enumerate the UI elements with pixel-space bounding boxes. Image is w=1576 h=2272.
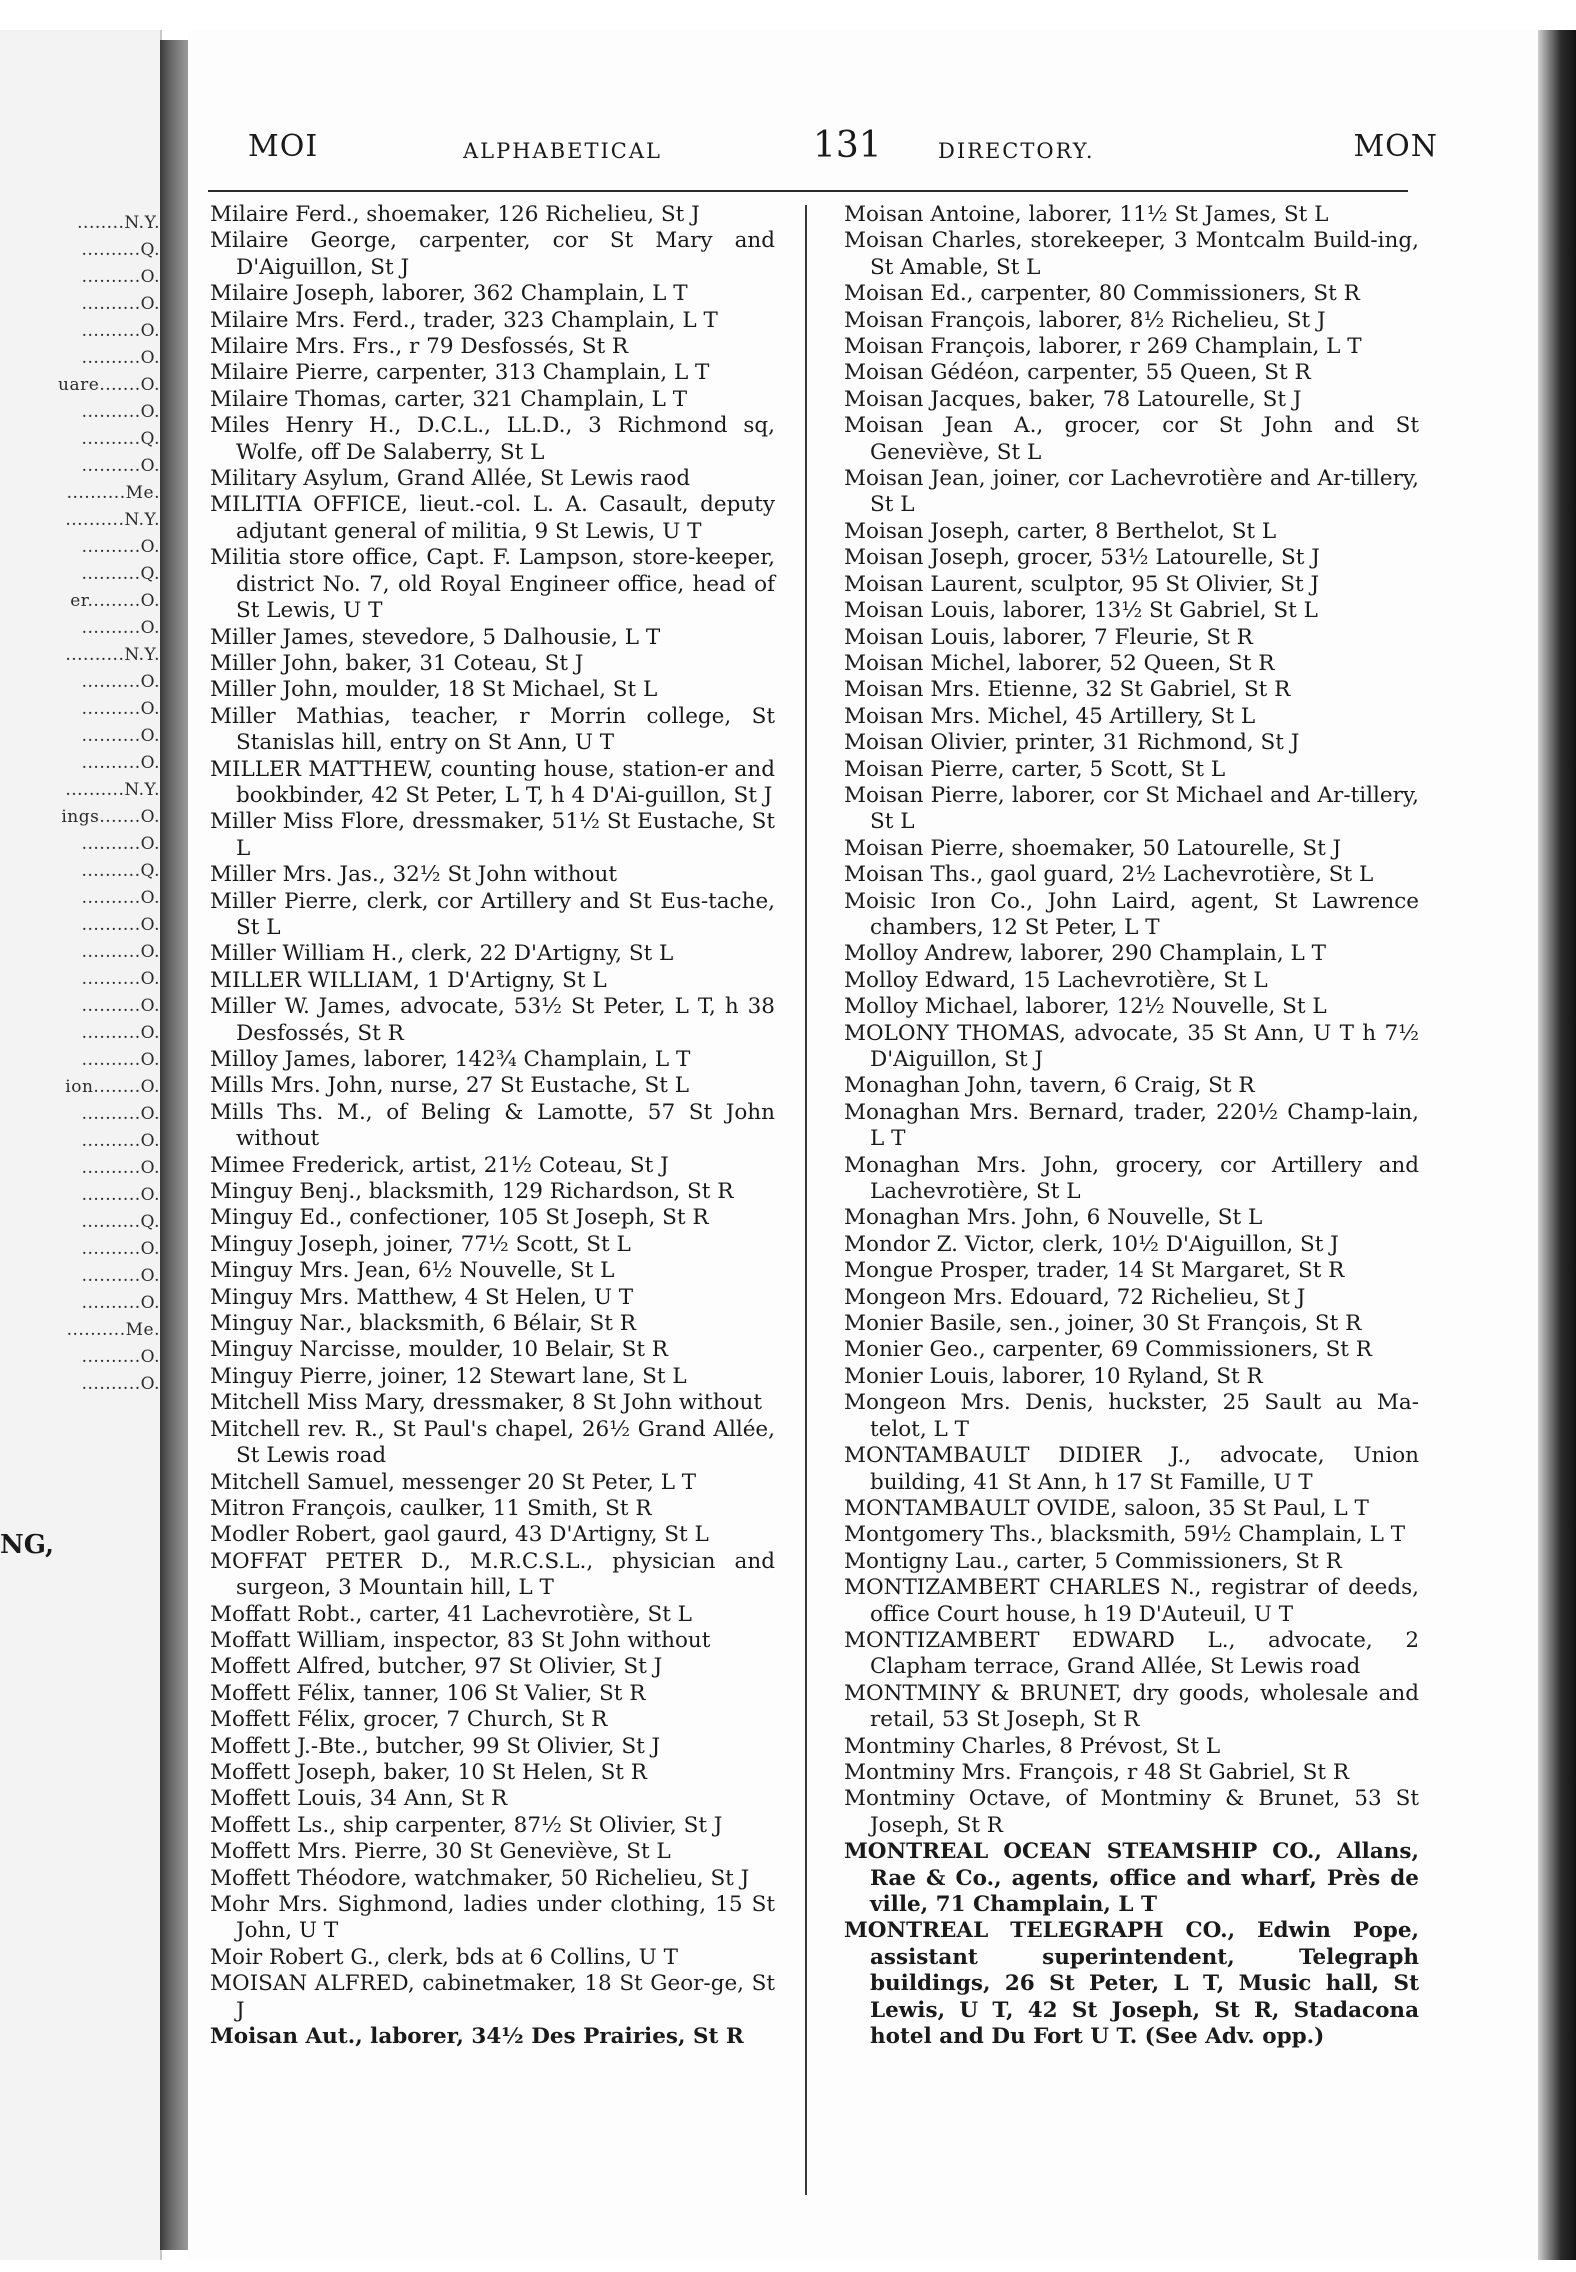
directory-entry: MONTREAL TELEGRAPH CO., Edwin Pope, assistant superintendent, Telegraph buildings, 26 St Peter, L T, Music hall, St Lewis, U T, 42 St Joseph, St R, Stadacona hotel and Du Fort U T. (See Adv. opp.): [844, 1918, 1419, 2050]
directory-entry: Moisan Pierre, laborer, cor St Michael and Ar-tillery, St L: [844, 782, 1419, 835]
directory-entry: Moisan Pierre, shoemaker, 50 Latourelle, St J: [844, 835, 1342, 861]
directory-entry: Moisan Pierre, carter, 5 Scott, St L: [844, 756, 1226, 782]
directory-entry: Milaire Joseph, laborer, 362 Champlain, L T: [210, 281, 688, 307]
previous-page-strip: [0, 30, 162, 2260]
header-left-key: MOI: [248, 129, 319, 164]
dot-leader-line: ..........O.: [81, 699, 160, 719]
directory-entry: Mills Ths. M., of Beling & Lamotte, 57 St John without: [210, 1099, 775, 1152]
directory-entry: Moffett Louis, 34 Ann, St R: [210, 1786, 508, 1812]
directory-page: [188, 30, 1538, 2260]
dot-leader-line: ..........O.: [81, 942, 160, 962]
directory-entry: MONTAMBAULT DIDIER J., advocate, Union building, 41 St Ann, h 17 St Famille, U T: [844, 1443, 1419, 1495]
dot-leader-line: ion........O.: [65, 1077, 160, 1097]
directory-entry: MONTIZAMBERT CHARLES N., registrar of deeds, office Court house, h 19 D'Auteuil, U T: [844, 1575, 1419, 1627]
directory-entry: Milaire Mrs. Ferd., trader, 323 Champlain, L T: [210, 307, 718, 333]
directory-entry: Moisan Louis, laborer, 13½ St Gabriel, St L: [844, 598, 1318, 624]
dot-leader-line: ..........O.: [81, 294, 160, 314]
directory-entry: Moffett Félix, tanner, 106 St Valier, St R: [210, 1680, 646, 1706]
dot-leader-line: ..........Q.: [81, 564, 160, 584]
directory-entry: MOFFAT PETER D., M.R.C.S.L., physician and surgeon, 3 Mountain hill, L T: [210, 1548, 775, 1601]
dot-leader-line: ..........N.Y.: [65, 780, 160, 800]
directory-entry: Monaghan Mrs. John, grocery, cor Artillery and Lachevrotière, St L: [844, 1152, 1419, 1205]
directory-entry: Minguy Pierre, joiner, 12 Stewart lane, St L: [210, 1363, 687, 1389]
dot-leader-line: ..........N.Y.: [65, 645, 160, 665]
dot-leader-line: ..........Q.: [81, 429, 160, 449]
directory-entry: Moisan Aut., laborer, 34½ Des Prairies, St R: [210, 2024, 744, 2050]
dot-leader-line: ..........O.: [81, 1293, 160, 1313]
dot-leader-line: ..........O.: [81, 1239, 160, 1259]
directory-entry: MONTMINY & BRUNET, dry goods, wholesale and retail, 53 St Joseph, St R: [844, 1680, 1419, 1733]
directory-entry: Moisan Ed., carpenter, 80 Commissioners, St R: [844, 281, 1360, 307]
directory-entry: Mitchell Samuel, messenger 20 St Peter, L T: [210, 1469, 697, 1495]
directory-entry: Minguy Mrs. Jean, 6½ Nouvelle, St L: [210, 1258, 615, 1284]
previous-page-dot-leaders: [0, 210, 160, 1398]
dot-leader-line: ..........Q.: [81, 1212, 160, 1232]
directory-entry: Molloy Edward, 15 Lachevrotière, St L: [844, 967, 1268, 993]
dot-leader-line: ..........O.: [81, 996, 160, 1016]
previous-page-trailing-text: NG,: [0, 1530, 55, 1560]
dot-leader-line: ..........O.: [81, 1374, 160, 1394]
header-title-right: DIRECTORY.: [938, 139, 1095, 163]
directory-entry: Milaire Thomas, carter, 321 Champlain, L T: [210, 386, 688, 412]
directory-entry: Moisan Ths., gaol guard, 2½ Lachevrotière, St L: [844, 862, 1374, 888]
directory-entry: Moffett Félix, grocer, 7 Church, St R: [210, 1707, 608, 1733]
directory-entry: Moir Robert G., clerk, bds at 6 Collins, U T: [210, 1944, 678, 1970]
left-column: [210, 202, 775, 2050]
directory-entry: Moisan Gédéon, carpenter, 55 Queen, St R: [844, 360, 1311, 386]
directory-entry: Minguy Mrs. Matthew, 4 St Helen, U T: [210, 1284, 634, 1310]
directory-entry: Miller Pierre, clerk, cor Artillery and St Eus-tache, St L: [210, 888, 775, 940]
directory-entry: Miller Mrs. Jas., 32½ St John without: [210, 862, 617, 888]
dot-leader-line: ........N.Y.: [77, 213, 160, 233]
directory-entry: Moisan Joseph, carter, 8 Berthelot, St L: [844, 518, 1277, 544]
dot-leader-line: ings.......O.: [61, 807, 160, 827]
directory-entry: Moffett J.-Bte., butcher, 99 St Olivier, St J: [210, 1733, 661, 1759]
directory-entry: Moisan Michel, laborer, 52 Queen, St R: [844, 650, 1275, 676]
directory-entry: Mills Mrs. John, nurse, 27 St Eustache, St L: [210, 1073, 690, 1099]
page-header: [248, 125, 1438, 185]
dot-leader-line: ..........O.: [81, 915, 160, 935]
directory-entry: MOLONY THOMAS, advocate, 35 St Ann, U T h 7½ D'Aiguillon, St J: [844, 1020, 1419, 1072]
directory-entry: Moisic Iron Co., John Laird, agent, St Lawrence chambers, 12 St Peter, L T: [844, 888, 1419, 940]
directory-entry: Monier Basile, sen., joiner, 30 St François, St R: [844, 1311, 1362, 1337]
directory-entry: Miller James, stevedore, 5 Dalhousie, L T: [210, 624, 661, 650]
directory-entry: MOISAN ALFRED, cabinetmaker, 18 St Geor-ge, St J: [210, 1971, 775, 2023]
dot-leader-line: ..........O.: [81, 1023, 160, 1043]
directory-entry: Moisan Jacques, baker, 78 Latourelle, St J: [844, 386, 1302, 412]
directory-entry: Montminy Octave, of Montminy & Brunet, 53 St Joseph, St R: [844, 1786, 1419, 1838]
header-title-left: ALPHABETICAL: [463, 139, 662, 163]
directory-entry: Monier Louis, laborer, 10 Ryland, St R: [844, 1363, 1263, 1389]
directory-entry: Mondor Z. Victor, clerk, 10½ D'Aiguillon, St J: [844, 1231, 1339, 1257]
dot-leader-line: ..........O.: [81, 456, 160, 476]
directory-entry: Moisan François, laborer, 8½ Richelieu, St J: [844, 307, 1326, 333]
dot-leader-line: ..........O.: [81, 1050, 160, 1070]
directory-entry: Moisan Jean A., grocer, cor St John and St Geneviève, St L: [844, 413, 1419, 465]
directory-entry: Mongue Prosper, trader, 14 St Margaret, St R: [844, 1258, 1345, 1284]
directory-entry: MILITIA OFFICE, lieut.-col. L. A. Casault, deputy adjutant general of militia, 9 St Lewis, U T: [210, 492, 775, 544]
directory-entry: Monaghan John, tavern, 6 Craig, St R: [844, 1073, 1255, 1099]
directory-entry: Mohr Mrs. Sighmond, ladies under clothing, 15 St John, U T: [210, 1892, 775, 1944]
directory-entry: Monier Geo., carpenter, 69 Commissioners, St R: [844, 1337, 1372, 1363]
directory-entry: MONTREAL OCEAN STEAMSHIP CO., Allans, Rae & Co., agents, office and wharf, Près de ville, 71 Champlain, L T: [844, 1839, 1419, 1917]
dot-leader-line: ..........O.: [81, 888, 160, 908]
directory-entry: Miller John, moulder, 18 St Michael, St L: [210, 677, 658, 703]
directory-entry: Moffett Alfred, butcher, 97 St Olivier, St J: [210, 1654, 663, 1680]
directory-entry: Moisan Mrs. Michel, 45 Artillery, St L: [844, 703, 1256, 729]
directory-entry: MILLER WILLIAM, 1 D'Artigny, St L: [210, 967, 607, 993]
dot-leader-line: ..........O.: [81, 1185, 160, 1205]
dot-leader-line: ..........O.: [81, 1158, 160, 1178]
directory-entry: MONTAMBAULT OVIDE, saloon, 35 St Paul, L T: [844, 1495, 1369, 1521]
directory-entry: Minguy Joseph, joiner, 77½ Scott, St L: [210, 1231, 631, 1257]
dot-leader-line: ..........O.: [81, 402, 160, 422]
dot-leader-line: ..........O.: [81, 1347, 160, 1367]
dot-leader-line: ..........O.: [81, 726, 160, 746]
directory-entry: Miller W. James, advocate, 53½ St Peter, L T, h 38 Desfossés, St R: [210, 994, 775, 1046]
directory-entry: Mitchell rev. R., St Paul's chapel, 26½ Grand Allée, St Lewis road: [210, 1416, 775, 1469]
directory-entry: Moisan Laurent, sculptor, 95 St Olivier, St J: [844, 571, 1320, 597]
page-number: 131: [813, 125, 882, 166]
directory-entry: Montminy Charles, 8 Prévost, St L: [844, 1733, 1221, 1759]
directory-entry: Moisan Mrs. Etienne, 32 St Gabriel, St R: [844, 677, 1291, 703]
directory-entry: Miller William H., clerk, 22 D'Artigny, St L: [210, 941, 674, 967]
directory-entry: Miller Miss Flore, dressmaker, 51½ St Eustache, St L: [210, 809, 775, 861]
directory-entry: Miles Henry H., D.C.L., LL.D., 3 Richmond sq, Wolfe, off De Salaberry, St L: [210, 413, 775, 465]
dot-leader-line: ..........O.: [81, 348, 160, 368]
page-edge-shadow: [1538, 30, 1576, 2260]
directory-entry: Moffett Théodore, watchmaker, 50 Richelieu, St J: [210, 1865, 750, 1891]
dot-leader-line: er.........O.: [70, 591, 160, 611]
right-column: [844, 202, 1419, 2050]
directory-entry: Moisan Olivier, printer, 31 Richmond, St J: [844, 730, 1300, 756]
directory-entry: MONTIZAMBERT EDWARD L., advocate, 2 Clapham terrace, Grand Allée, St Lewis road: [844, 1627, 1419, 1680]
directory-entry: Mongeon Mrs. Denis, huckster, 25 Sault au Ma-telot, L T: [844, 1390, 1419, 1442]
directory-entry: Moisan Joseph, grocer, 53½ Latourelle, St J: [844, 545, 1320, 571]
directory-entry: Mitron François, caulker, 11 Smith, St R: [210, 1495, 652, 1521]
dot-leader-line: ..........Me.: [66, 1320, 160, 1340]
dot-leader-line: ..........O.: [81, 321, 160, 341]
directory-entry: Moisan Antoine, laborer, 11½ St James, St L: [844, 202, 1329, 227]
directory-entry: Milaire Ferd., shoemaker, 126 Richelieu, St J: [210, 202, 700, 227]
dot-leader-line: ..........O.: [81, 537, 160, 557]
directory-entry: Miller Mathias, teacher, r Morrin college, St Stanislas hill, entry on St Ann, U T: [210, 703, 775, 756]
header-right-key: MON: [1353, 129, 1438, 164]
directory-entry: Mongeon Mrs. Edouard, 72 Richelieu, St J: [844, 1284, 1306, 1310]
directory-entry: Milaire Pierre, carpenter, 313 Champlain, L T: [210, 360, 710, 386]
directory-entry: Minguy Benj., blacksmith, 129 Richardson, St R: [210, 1179, 734, 1205]
directory-entry: Modler Robert, gaol gaurd, 43 D'Artigny, St L: [210, 1522, 709, 1548]
directory-entry: Moffett Ls., ship carpenter, 87½ St Olivier, St J: [210, 1812, 723, 1838]
directory-entry: Military Asylum, Grand Allée, St Lewis raod: [210, 466, 691, 492]
dot-leader-line: ..........O.: [81, 1104, 160, 1124]
directory-entry: Montminy Mrs. François, r 48 St Gabriel, St R: [844, 1759, 1350, 1785]
directory-entry: Monaghan Mrs. Bernard, trader, 220½ Champ-lain, L T: [844, 1099, 1419, 1152]
directory-entry: Moisan Louis, laborer, 7 Fleurie, St R: [844, 624, 1253, 650]
dot-leader-line: ..........O.: [81, 969, 160, 989]
directory-entry: Moffett Mrs. Pierre, 30 St Geneviève, St L: [210, 1839, 671, 1865]
dot-leader-line: ..........O.: [81, 834, 160, 854]
directory-entry: Moffatt Robt., carter, 41 Lachevrotière, St L: [210, 1601, 692, 1627]
directory-entry: Monaghan Mrs. John, 6 Nouvelle, St L: [844, 1205, 1263, 1231]
dot-leader-line: ..........N.Y.: [65, 510, 160, 530]
directory-entry: Mitchell Miss Mary, dressmaker, 8 St John without: [210, 1390, 762, 1416]
dot-leader-line: ..........O.: [81, 267, 160, 287]
directory-entry: Moffatt William, inspector, 83 St John without: [210, 1627, 711, 1653]
dot-leader-line: ..........O.: [81, 1266, 160, 1286]
directory-entry: Milaire Mrs. Frs., r 79 Desfossés, St R: [210, 334, 629, 360]
book-spine: [160, 40, 188, 2250]
dot-leader-line: ..........O.: [81, 672, 160, 692]
directory-entry: Milloy James, laborer, 142¾ Champlain, L T: [210, 1047, 691, 1072]
directory-entry: Molloy Michael, laborer, 12½ Nouvelle, St L: [844, 994, 1327, 1020]
directory-entry: Moffett Joseph, baker, 10 St Helen, St R: [210, 1759, 647, 1785]
dot-leader-line: ..........Me.: [66, 483, 160, 503]
directory-entry: Moisan François, laborer, r 269 Champlain, L T: [844, 334, 1362, 360]
directory-entry: Montigny Lau., carter, 5 Commissioners, St R: [844, 1548, 1342, 1574]
dot-leader-line: uare.......O.: [58, 375, 160, 395]
dot-leader-line: ..........O.: [81, 753, 160, 773]
dot-leader-line: ..........Q.: [81, 861, 160, 881]
directory-entry: Minguy Nar., blacksmith, 6 Bélair, St R: [210, 1311, 636, 1337]
directory-entry: Moisan Jean, joiner, cor Lachevrotière and Ar-tillery, St L: [844, 466, 1419, 518]
dot-leader-line: ..........Q.: [81, 240, 160, 260]
directory-entry: Mimee Frederick, artist, 21½ Coteau, St J: [210, 1152, 669, 1178]
dot-leader-line: ..........O.: [81, 1131, 160, 1151]
directory-entry: Minguy Narcisse, moulder, 10 Belair, St R: [210, 1337, 668, 1363]
directory-entry: Montgomery Ths., blacksmith, 59½ Champlain, L T: [844, 1522, 1406, 1548]
directory-entry: MILLER MATTHEW, counting house, station-er and bookbinder, 42 St Peter, L T, h 4 D'Ai-guillon, St J: [210, 756, 775, 808]
directory-entry: Militia store office, Capt. F. Lampson, store-keeper, district No. 7, old Royal Engineer office, head of St Lewis, U T: [210, 545, 775, 624]
directory-entry: Moisan Charles, storekeeper, 3 Montcalm Build-ing, St Amable, St L: [844, 228, 1419, 280]
directory-entry: Miller John, baker, 31 Coteau, St J: [210, 650, 584, 676]
dot-leader-line: ..........O.: [81, 618, 160, 638]
column-divider: [805, 205, 807, 2195]
directory-entry: Milaire George, carpenter, cor St Mary and D'Aiguillon, St J: [210, 228, 775, 280]
directory-entry: Minguy Ed., confectioner, 105 St Joseph, St R: [210, 1205, 709, 1231]
header-rule: [208, 190, 1408, 192]
directory-entry: Molloy Andrew, laborer, 290 Champlain, L T: [844, 941, 1326, 967]
